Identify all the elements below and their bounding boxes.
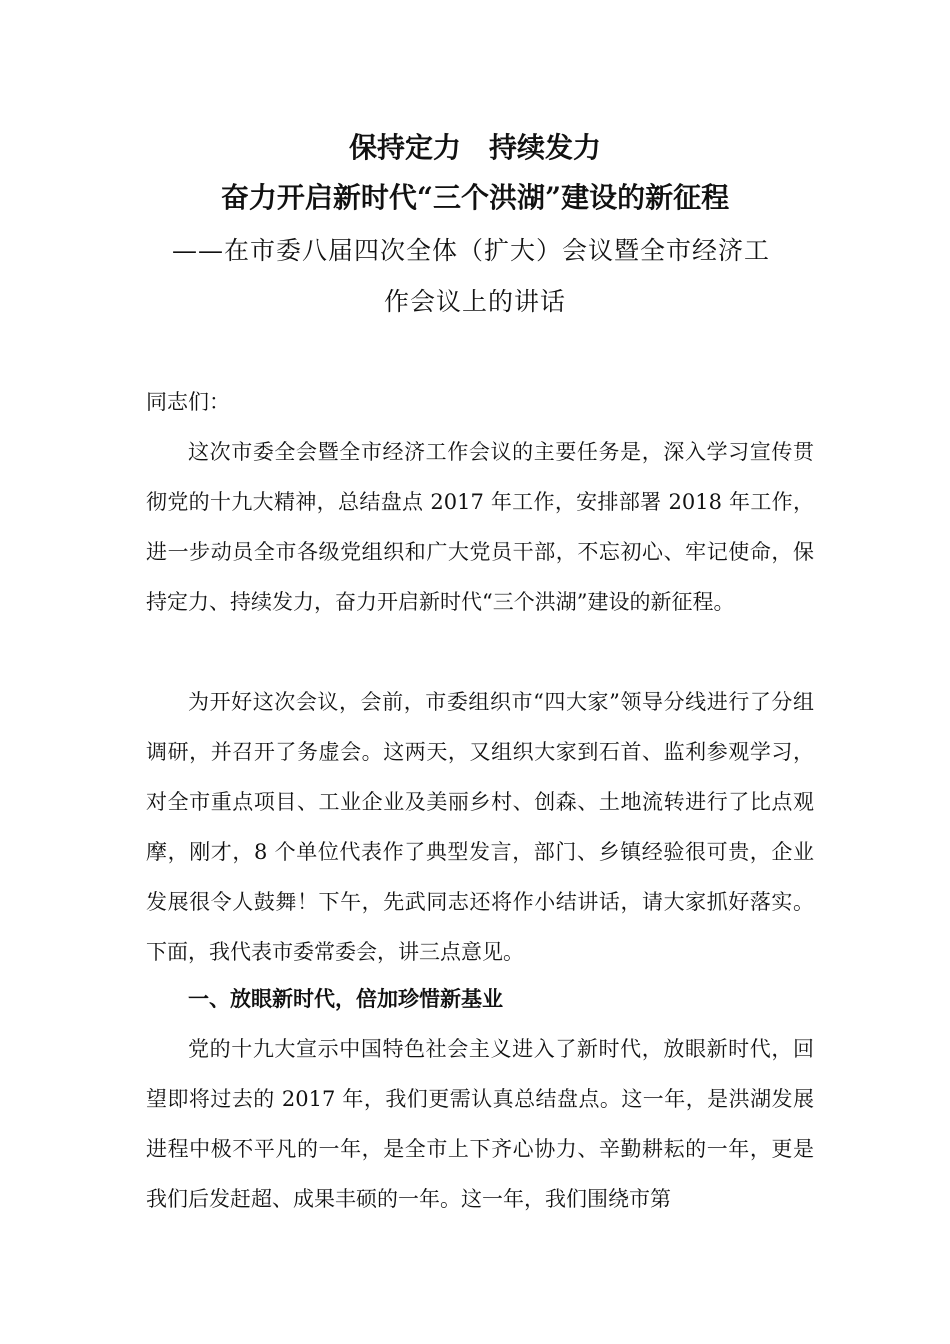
document-title-line-1: 保持定力 持续发力: [348, 131, 601, 164]
document-title-line-2: 奋力开启新时代“三个洪湖”建设的新征程: [220, 181, 730, 214]
paragraph-3: [146, 1024, 814, 1224]
greeting: 同志们：: [146, 390, 230, 414]
paragraph-3-text: 党的十九大宣示中国特色社会主义进入了新时代，放眼新时代，回望即将过去的 2017 年，我们更需认真总结盘点。这一年，是洪湖发展进程中极不平凡的一年，是全市上下齐心协力、辛勤耕耘的一年，更是我们后发赶超、成果丰硕的一年。这一年，我们围绕市第: [146, 1037, 814, 1211]
document-subtitle-line-2: 作会议上的讲话: [383, 287, 566, 316]
section-heading-1: 一、放眼新时代，倍加珍惜新基业: [188, 987, 503, 1011]
document-subtitle-line-1: ——在市委八届四次全体（扩大）会议暨全市经济工: [171, 236, 770, 265]
paragraph-2: [146, 677, 814, 977]
paragraph-1: [146, 427, 814, 627]
paragraph-2-text: 为开好这次会议，会前，市委组织市“四大家”领导分线进行了分组调研，并召开了务虚会。这两天，又组织大家到石首、监利参观学习，对全市重点项目、工业企业及美丽乡村、创森、土地流转进行了比点观摩，刚才，8 个单位代表作了典型发言，部门、乡镇经验很可贵，企业发展很令人鼓舞！下午，先武同志还将作小结讲话，请大家抓好落实。下面，我代表市委常委会，讲三点意见。: [146, 690, 814, 964]
paragraph-1-text: 这次市委全会暨全市经济工作会议的主要任务是，深入学习宣传贯彻党的十九大精神，总结盘点 2017 年工作，安排部署 2018 年工作，进一步动员全市各级党组织和广大党员干部，不忘初心、牢记使命，保持定力、持续发力，奋力开启新时代“三个洪湖”建设的新征程。: [146, 440, 814, 614]
